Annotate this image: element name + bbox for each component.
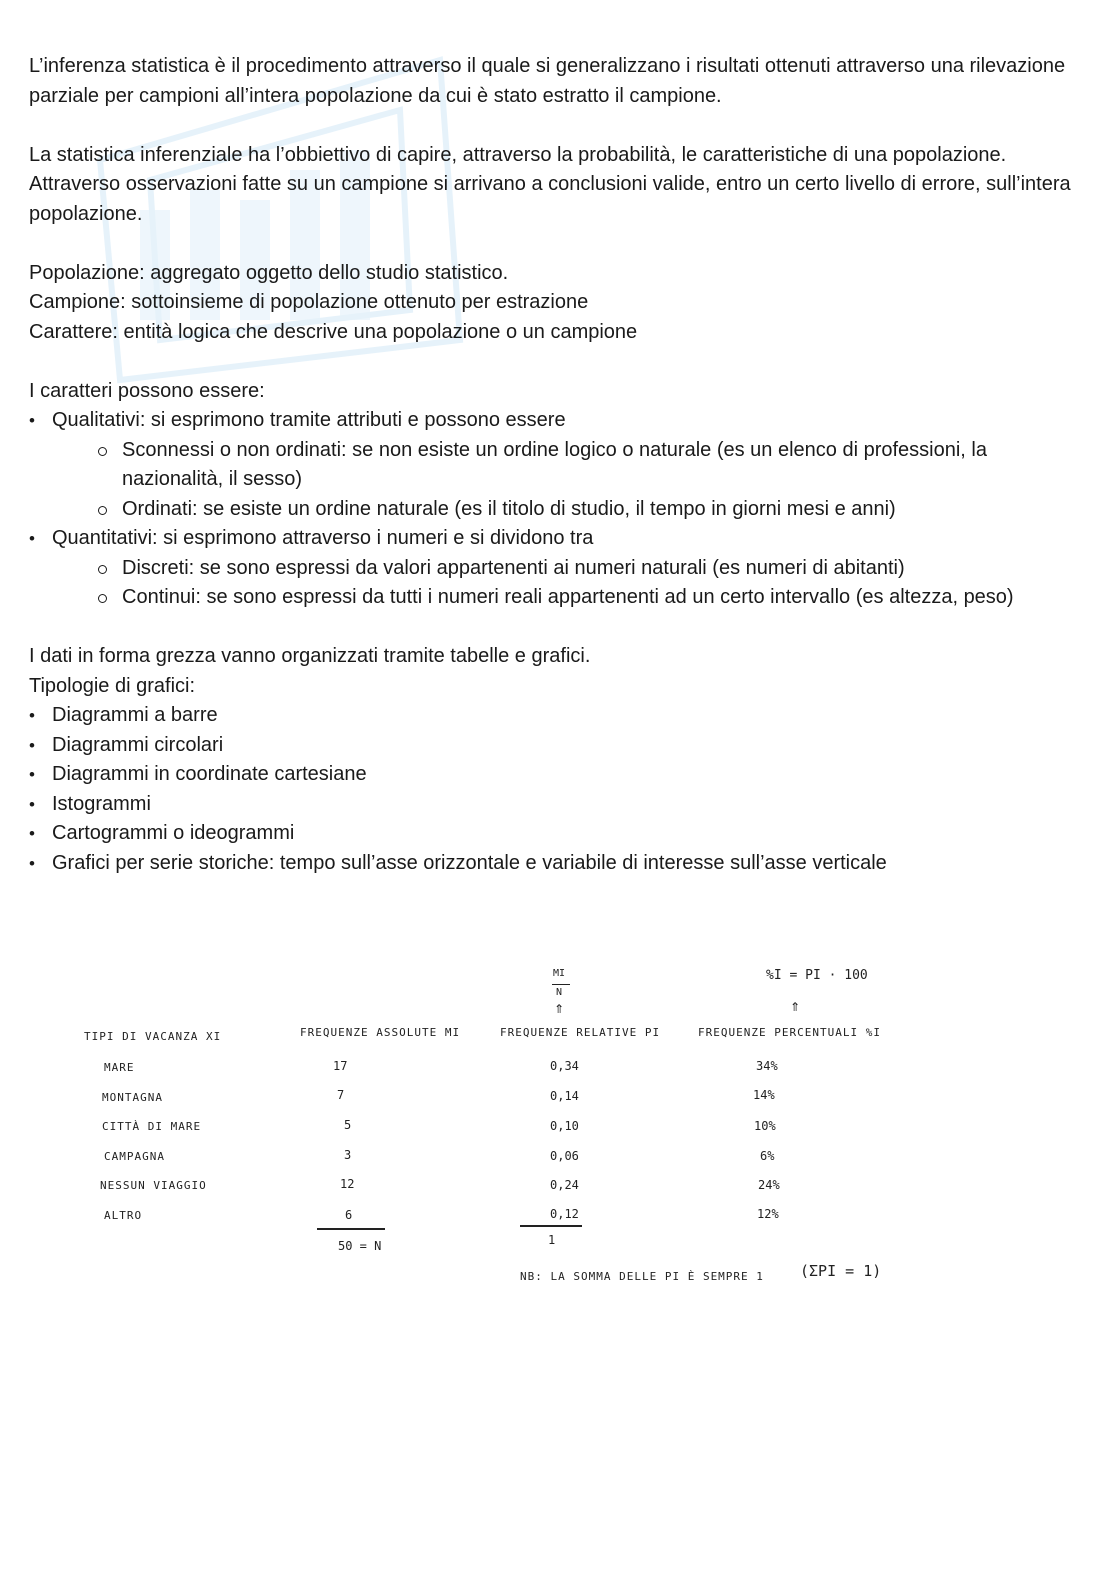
row-rel: 0,14: [550, 1089, 579, 1103]
row-tipo: MONTAGNA: [102, 1091, 163, 1104]
list-item: [29, 406, 1089, 524]
formula-numerator: MI: [553, 968, 566, 979]
grafici-intro: I dati in forma grezza vanno organizzati tramite tabelle e grafici.: [29, 645, 591, 667]
formula-denominator: N: [556, 987, 563, 998]
row-tipo: CAMPAGNA: [104, 1150, 165, 1163]
list-item: • Grafici per serie storiche: tempo sull’asse orizzontale e variabile di interesse sull’asse verticale: [29, 849, 1089, 879]
arrow-up-icon: ⇑: [790, 1000, 801, 1014]
row-pct: 34%: [756, 1059, 778, 1073]
list-item: • Diagrammi in coordinate cartesiane: [29, 760, 1089, 790]
row-ass: 17: [333, 1059, 348, 1073]
row-ass: 12: [340, 1177, 355, 1191]
list-item: • Cartogrammi o ideogrammi: [29, 819, 1089, 849]
intro-paragraph: L’inferenza statistica è il procedimento attraverso il quale si generalizzano i risultati ottenuti attraverso una rilevazione parziale per campioni all’intera popolazione da cui è stato estratto il campione.: [29, 55, 1066, 107]
qualitativi-sublist: [52, 436, 1089, 525]
inferential-paragraph: La statistica inferenziale ha l’obbiettivo di capire, attraverso la probabilità, le caratteristiche di una popolazione. Attraverso osservazioni fatte su un campione si arrivano a conclusioni valide, entro un certo livello di errore, sull’intera popolazione.: [29, 143, 1071, 225]
quantitativi-label: Quantitativi: si esprimono attraverso i numeri e si dividono tra: [52, 527, 594, 549]
list-item: • Istogrammi: [29, 790, 1089, 820]
list-item: Continui: se sono espressi da tutti i numeri reali appartenenti ad un certo intervallo (es altezza, peso): [98, 583, 1089, 613]
row-ass: 7: [337, 1088, 345, 1102]
total-line: [317, 1228, 385, 1230]
row-tipo: ALTRO: [104, 1209, 143, 1222]
row-pct: 10%: [754, 1119, 776, 1133]
header-relative: FREQUENZE RELATIVE PI: [500, 1026, 661, 1039]
handwritten-frequency-table: [0, 960, 1116, 1300]
note-text: NB: LA SOMMA DELLE PI È SEMPRE 1: [520, 1270, 764, 1283]
arrow-up-icon: ⇑: [554, 1002, 565, 1016]
list-item: Discreti: se sono espressi da valori appartenenti ai numeri naturali (es numeri di abitanti): [98, 554, 1089, 584]
definition-campione: Campione: sottoinsieme di popolazione ottenuto per estrazione: [29, 291, 589, 313]
list-item: Sconnessi o non ordinati: se non esiste un ordine logico o naturale (es un elenco di professioni, la nazionalità, il sesso): [98, 436, 1089, 495]
row-ass: 3: [344, 1148, 352, 1162]
quantitativi-sublist: [52, 554, 1089, 613]
row-rel: 0,24: [550, 1178, 579, 1192]
grafici-list: [29, 701, 1089, 878]
header-percentuali: FREQUENZE PERCENTUALI %I: [698, 1026, 881, 1039]
caratteri-intro: I caratteri possono essere:: [29, 379, 265, 402]
row-rel: 0,10: [550, 1119, 579, 1133]
row-ass: 6: [345, 1208, 353, 1222]
document-body: [29, 52, 1089, 878]
list-item: • Diagrammi a barre: [29, 701, 1089, 731]
total-assolute: 50 = N: [338, 1239, 382, 1253]
header-tipi: TIPI DI VACANZA XI: [84, 1030, 222, 1043]
header-assolute: FREQUENZE ASSOLUTE MI: [300, 1026, 461, 1039]
row-pct: 14%: [753, 1088, 775, 1102]
row-pct: 6%: [760, 1149, 775, 1163]
row-tipo: CITTÀ DI MARE: [102, 1120, 202, 1133]
row-tipo: NESSUN VIAGGIO: [100, 1179, 207, 1192]
definition-carattere: Carattere: entità logica che descrive una popolazione o un campione: [29, 320, 638, 343]
caratteri-list: [29, 406, 1089, 613]
total-line: [520, 1225, 582, 1227]
total-relative: 1: [548, 1233, 556, 1247]
list-item: [29, 524, 1089, 613]
definition-popolazione: Popolazione: aggregato oggetto dello studio statistico.: [29, 261, 509, 284]
formula-percent: %I = PI · 100: [766, 968, 868, 983]
list-item: • Diagrammi circolari: [29, 731, 1089, 761]
row-tipo: MARE: [104, 1061, 135, 1074]
row-rel: 0,34: [550, 1059, 579, 1073]
row-pct: 24%: [758, 1178, 780, 1192]
grafici-title: Tipologie di grafici:: [29, 674, 196, 697]
row-ass: 5: [344, 1118, 352, 1132]
list-item: Ordinati: se esiste un ordine naturale (es il titolo di studio, il tempo in giorni mesi e anni): [98, 495, 1089, 525]
note-formula: (ΣPI = 1): [800, 1262, 882, 1280]
row-pct: 12%: [757, 1207, 779, 1221]
qualitativi-label: Qualitativi: si esprimono tramite attributi e possono essere: [52, 409, 566, 431]
row-rel: 0,12: [550, 1207, 579, 1221]
row-rel: 0,06: [550, 1149, 579, 1163]
